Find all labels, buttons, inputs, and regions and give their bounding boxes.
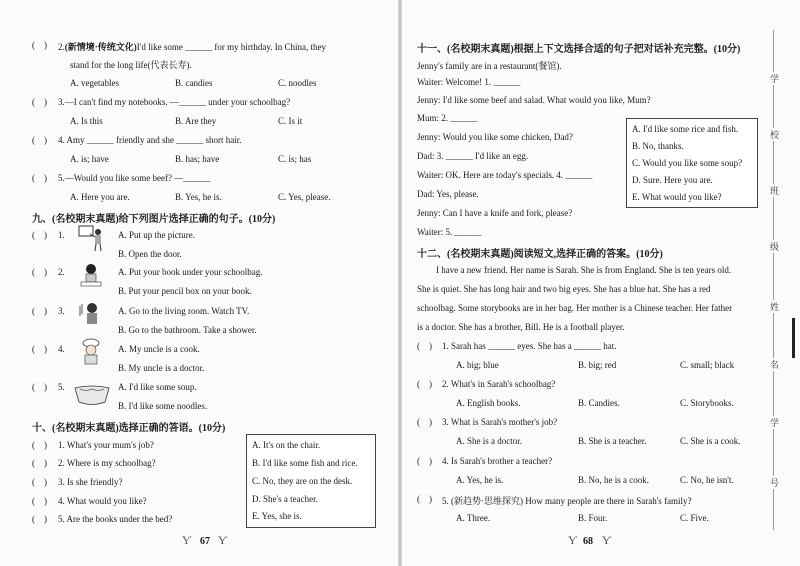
q5-option-c[interactable]: C. Yes, please. — [278, 192, 331, 202]
dialog-line-1: Waiter: Welcome! 1. ______ — [417, 77, 521, 87]
answer-paren[interactable]: ( ) — [417, 456, 432, 466]
sec10-answer-e[interactable]: E. Yes, she is. — [252, 511, 302, 521]
sec12-q5: 5. (新趋势·思维探究) How many people are there in Sarah's family? — [442, 496, 692, 506]
sidebar-char: 学 — [770, 74, 780, 84]
sec12-q2: 2. What's in Sarah's schoolbag? — [442, 379, 556, 389]
section-9-title: 九、(名校期末真题)给下列图片选择正确的句子。(10分) — [32, 214, 276, 225]
sec10-answer-d[interactable]: D. She's a teacher. — [252, 494, 318, 504]
answer-paren[interactable]: ( ) — [417, 417, 432, 427]
picture-frame-icon — [76, 224, 106, 252]
q3-option-b[interactable]: B. Are they — [175, 116, 217, 126]
dialog-line-9: Waiter: 5. ______ — [417, 227, 482, 237]
sec12-q3: 3. What is Sarah's mother's job? — [442, 417, 558, 427]
dialog-line-2: Jenny: I'd like some beef and salad. What would you like, Mum? — [417, 95, 651, 105]
answer-paren[interactable]: ( ) — [32, 458, 47, 468]
sec12-q4-c[interactable]: C. No, he isn't. — [680, 475, 734, 485]
sec12-q3-a[interactable]: A. She is a doctor. — [456, 436, 522, 446]
section-12-title: 十二、(名校期末真题)阅读短文,选择正确的答案。(10分) — [417, 249, 663, 260]
binding-line — [773, 30, 774, 530]
girl-with-book-icon — [76, 262, 106, 290]
sidebar-char: 名 — [770, 360, 780, 370]
sec12-q4-a[interactable]: A. Yes, he is. — [456, 475, 504, 485]
sidebar-char: 姓 — [770, 302, 780, 312]
sec10-q3: 3. Is she friendly? — [58, 477, 123, 487]
answer-paren[interactable]: ( ) — [32, 306, 47, 316]
answer-paren[interactable]: ( ) — [32, 97, 47, 107]
sidebar-char: 级 — [770, 242, 780, 252]
answer-paren[interactable]: ( ) — [32, 230, 47, 240]
boy-shower-icon — [76, 300, 106, 328]
sec11-option-e[interactable]: E. What would you like? — [632, 192, 722, 202]
answer-paren[interactable]: ( ) — [32, 477, 47, 487]
sec12-q4-b[interactable]: B. No, he is a cook. — [578, 475, 649, 485]
passage-line-3: schoolbag. Some storybooks are in her bag. Her mother is a Chinese teacher. Her father — [417, 303, 733, 313]
sec9-item2-b[interactable]: B. Put your pencil box on your book. — [118, 286, 252, 296]
sec12-q3-b[interactable]: B. She is a teacher. — [578, 436, 647, 446]
sec12-q1: 1. Sarah has ______ eyes. She has a ______ hat. — [442, 341, 617, 351]
sec9-item2-label: 2. — [58, 267, 65, 277]
q2-option-b[interactable]: B. candies — [175, 78, 213, 88]
leaf-decoration-icon: Ƴ — [602, 533, 612, 547]
q5-stem: 5.—Would you like some beef? —______ — [58, 173, 211, 183]
answer-paren[interactable]: ( ) — [32, 173, 47, 183]
q4-stem: 4. Amy ______ friendly and she ______ short hair. — [58, 135, 242, 145]
answer-paren[interactable]: ( ) — [32, 135, 47, 145]
sec9-item3-label: 3. — [58, 306, 65, 316]
leaf-decoration-icon: Ƴ — [182, 533, 192, 547]
dialog-line-8: Jenny: Can I have a knife and fork, please? — [417, 208, 573, 218]
sec12-q5-a[interactable]: A. Three. — [456, 513, 491, 523]
passage-line-1: I have a new friend. Her name is Sarah. She is from England. She is ten years old. — [436, 265, 732, 275]
answer-paren[interactable]: ( ) — [32, 440, 47, 450]
sidebar-char: 校 — [770, 130, 780, 140]
sec12-q1-a[interactable]: A. big; blue — [456, 360, 499, 370]
page-number-right: 68 — [583, 536, 593, 547]
passage-line-4: is a doctor. She has a brother, Bill. He is a football player. — [417, 322, 625, 332]
q5-option-a[interactable]: A. Here you are. — [70, 192, 130, 202]
sec11-option-c[interactable]: C. Would you like some soup? — [632, 158, 743, 168]
sidebar-char: 号 — [770, 478, 780, 488]
sec10-answer-a[interactable]: A. It's on the chair. — [252, 440, 321, 450]
q3-option-c[interactable]: C. Is it — [278, 116, 303, 126]
sec10-q5: 5. Are the books under the bed? — [58, 514, 173, 524]
dialog-line-7: Dad: Yes, please. — [417, 189, 479, 199]
sec9-item2-a[interactable]: A. Put your book under your schoolbag. — [118, 267, 263, 277]
answer-paren[interactable]: ( ) — [32, 514, 47, 524]
sec9-item4-a[interactable]: A. My uncle is a cook. — [118, 344, 200, 354]
sec12-q2-a[interactable]: A. English books. — [456, 398, 521, 408]
dialog-line-5: Dad: 3. ______ I'd like an egg. — [417, 151, 529, 161]
sec12-q1-c[interactable]: C. small; black — [680, 360, 735, 370]
sec10-q4: 4. What would you like? — [58, 496, 147, 506]
sec12-q5-c[interactable]: C. Five. — [680, 513, 709, 523]
sec9-item5-b[interactable]: B. I'd like some noodles. — [118, 401, 208, 411]
q4-option-c[interactable]: C. is; has — [278, 154, 312, 164]
sec11-intro: Jenny's family are in a restaurant(餐馆). — [417, 61, 562, 71]
q2-stem-2: stand for the long life(代表长寿). — [70, 60, 192, 70]
q3-stem: 3.—I can't find my notebooks. —______ under your schoolbag? — [58, 97, 291, 107]
leaf-decoration-icon: Ƴ — [568, 533, 578, 547]
sec12-q2-c[interactable]: C. Storybooks. — [680, 398, 734, 408]
sec12-q3-c[interactable]: C. She is a cook. — [680, 436, 741, 446]
answer-paren[interactable]: ( ) — [417, 341, 432, 351]
cook-icon — [76, 338, 106, 366]
dialog-line-4: Jenny: Would you like some chicken, Dad? — [417, 132, 573, 142]
sec10-answer-b[interactable]: B. I'd like some fish and rice. — [252, 458, 358, 468]
sec9-item3-a[interactable]: A. Go to the living room. Watch TV. — [118, 306, 250, 316]
answer-paren[interactable]: ( ) — [32, 40, 47, 50]
passage-line-2: She is quiet. She has long hair and two big eyes. She has a blue hat. She has a red — [417, 284, 711, 294]
q5-option-b[interactable]: B. Yes, he is. — [175, 192, 222, 202]
sec12-q2-b[interactable]: B. Candies. — [578, 398, 620, 408]
sidebar-char: 班 — [770, 186, 780, 196]
sec10-answer-c[interactable]: C. No, they are on the desk. — [252, 476, 353, 486]
answer-paren[interactable]: ( ) — [32, 267, 47, 277]
sec10-q1: 1. What's your mum's job? — [58, 440, 154, 450]
sec10-answer-box — [246, 434, 376, 528]
q4-option-b[interactable]: B. has; have — [175, 154, 220, 164]
noodle-bowl-icon — [72, 380, 112, 408]
sec12-q4: 4. Is Sarah's brother a teacher? — [442, 456, 553, 466]
q2-option-c[interactable]: C. noodles — [278, 78, 317, 88]
sec11-option-d[interactable]: D. Sure. Here you are. — [632, 175, 713, 185]
sec9-item3-b[interactable]: B. Go to the bathroom. Take a shower. — [118, 325, 257, 335]
q2-option-a[interactable]: A. vegetables — [70, 78, 119, 88]
sec9-item1-a[interactable]: A. Put up the picture. — [118, 230, 195, 240]
sidebar-char: 学 — [770, 418, 780, 428]
page-number-left: 67 — [200, 536, 210, 547]
sec9-item5-label: 5. — [58, 382, 65, 392]
dialog-line-3: Mum: 2. ______ — [417, 113, 478, 123]
sec9-item4-label: 4. — [58, 344, 65, 354]
q4-option-a[interactable]: A. is; have — [70, 154, 109, 164]
leaf-decoration-icon: Ƴ — [218, 533, 228, 547]
answer-paren[interactable]: ( ) — [32, 344, 47, 354]
sec10-q2: 2. Where is my schoolbag? — [58, 458, 156, 468]
sec9-item1-label: 1. — [58, 230, 65, 240]
section-10-title: 十、(名校期末真题)选择正确的答语。(10分) — [32, 423, 226, 434]
q3-option-a[interactable]: A. Is this — [70, 116, 103, 126]
answer-paren[interactable]: ( ) — [417, 379, 432, 389]
q2-stem: 2.(新情境·传统文化)I'd like some ______ for my birthday. In China, they — [58, 42, 327, 52]
sec9-item4-b[interactable]: B. My uncle is a doctor. — [118, 363, 205, 373]
sec9-item5-a[interactable]: A. I'd like some soup. — [118, 382, 197, 392]
answer-paren[interactable]: ( ) — [32, 382, 47, 392]
section-11-title: 十一、(名校期末真题)根据上下文选择合适的句子把对话补充完整。(10分) — [417, 44, 741, 55]
sec11-option-a[interactable]: A. I'd like some rice and fish. — [632, 124, 739, 134]
answer-paren[interactable]: ( ) — [32, 496, 47, 506]
sec11-option-box — [626, 118, 758, 208]
dialog-line-6: Waiter: OK. Here are today's specials. 4. ______ — [417, 170, 593, 180]
sec9-item1-b[interactable]: B. Open the door. — [118, 249, 182, 259]
sec12-q5-b[interactable]: B. Four. — [578, 513, 608, 523]
answer-paren[interactable]: ( ) — [417, 494, 432, 504]
sec11-option-b[interactable]: B. No, thanks. — [632, 141, 684, 151]
edge-mark — [792, 318, 795, 358]
sec12-q1-b[interactable]: B. big; red — [578, 360, 617, 370]
